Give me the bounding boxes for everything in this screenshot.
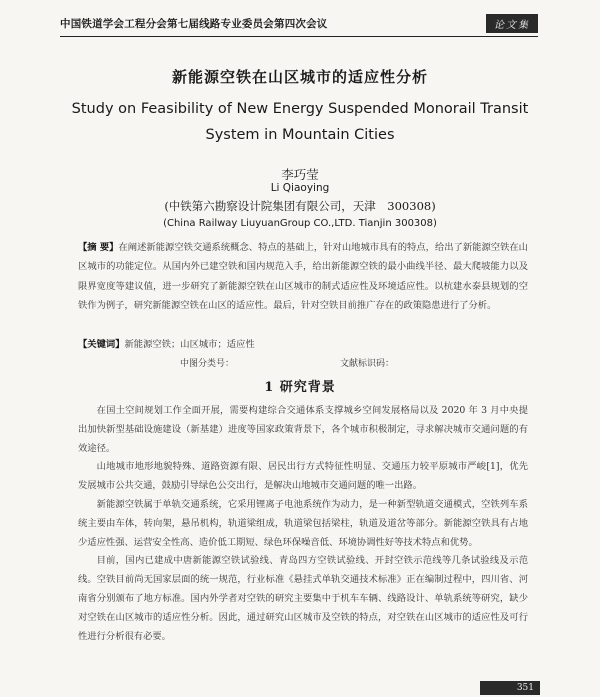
abstract xyxy=(78,238,528,316)
header-badge: 论文集 xyxy=(486,14,538,33)
section-heading: 1 研究背景 xyxy=(264,380,336,395)
keywords-label: 【关键词】 xyxy=(78,339,125,350)
keywords xyxy=(78,336,528,350)
paragraph: 山地城市地形地貌特殊、道路资源有限、居民出行方式特征性明显、交通压力较平原城市严峻[1]，优先发展城市公共交通，鼓励引导绿色公交出行，是解决山地城市交通问题的唯一出路。 xyxy=(78,461,528,492)
keywords-text: 新能源空铁；山区城市；适应性 xyxy=(124,339,255,350)
header-title: 中国铁道学会工程分会第七届线路专业委员会第四次会议 xyxy=(60,18,328,30)
page-number: 351 xyxy=(480,681,540,695)
author-chinese: 李巧莹 xyxy=(281,167,319,182)
abstract-label: 【摘 要】 xyxy=(78,242,119,253)
author-english: Li Qiaoying xyxy=(270,182,330,194)
document-code: 文献标识码： xyxy=(340,359,395,369)
title-english: Study on Feasibility of New Energy Suspended Monorail Transit System in Mountain Cities xyxy=(71,101,529,143)
affiliation-english: (China Railway LiuyuanGroup CO.,LTD. Tianjin 300308) xyxy=(163,218,437,229)
abstract-text: 在阐述新能源空铁交通系统概念、特点的基础上，针对山地城市具有的特点，给出了新能源空铁在山区城市的功能定位。从国内外已建空铁和国内规范入手，给出新能源空铁的最小曲线半径、最大爬坡能力以及限界宽度等建议值，进一步研究了新能源空铁在山区城市的制式适应性及环境适应性。以杭建水泰县规划的空铁作为例子，研究新能源空铁在山区的适应性。最后，针对空铁目前推广存在的政策隐患进行了分析。 xyxy=(78,242,528,312)
paragraph: 目前，国内已建成中唐新能源空铁试验线、青岛四方空铁试验线、开封空铁示范线等几条试验线及示范线。空铁目前尚无国家层面的统一规范，行业标准《悬挂式单轨交通技术标准》正在编制过程中，四川省、河南省分别颁布了地方标准。国内外学者对空铁的研究主要集中于机车车辆、线路设计、单轨系统等研究，缺少对空铁在山区城市的适应性分析。因此，通过研究山区城市及空铁的特点，对空铁在山区城市的适应性及可行性进行分析很有必要。 xyxy=(78,555,528,642)
section-body xyxy=(78,402,528,646)
title-chinese: 新能源空铁在山区城市的适应性分析 xyxy=(171,68,428,86)
clc-number: 中图分类号： xyxy=(180,359,235,369)
header-rule xyxy=(60,36,538,37)
paragraph: 在国土空间规划工作全面开展，需要构建综合交通体系支撑城乡空间发展格局以及 2020 年 3 月中央提出加快新型基础设施建设（新基建）进度等国家政策背景下，各个城市积极制定，寻求解决城市交通问题的有效途径。 xyxy=(78,405,528,454)
affiliation-chinese: (中铁第六勘察设计院集团有限公司，天津 300308) xyxy=(164,199,436,213)
paragraph: 新能源空铁属于单轨交通系统，它采用锂离子电池系统作为动力，是一种新型轨道交通模式，空铁列车系统主要由车体，转向架，悬吊机构，轨道梁组成，轨道梁包括梁柱，轨道及道岔等部分。新能源空铁具有占地少适应性强、运营安全性高、造价低工期短、绿色环保噪音低、环境协调性好等技术特点和优势。 xyxy=(78,498,528,548)
running-header xyxy=(60,14,538,36)
